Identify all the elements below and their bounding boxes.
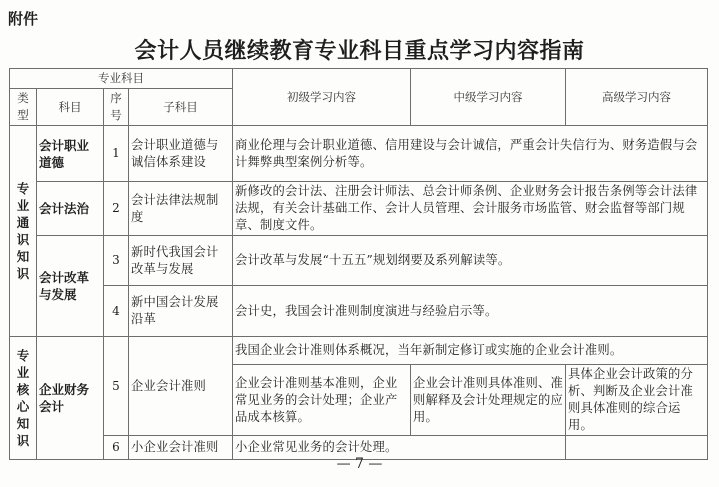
senior-content-cell: 具体企业会计政策的分析、判断及企业会计准则具体准则的综合运用。 [566,365,708,436]
sub-subject-cell: 企业会计准则 [129,337,233,436]
table-row [10,236,708,286]
seq-cell: 6 [104,436,129,460]
header-seq: 序号 [104,89,129,126]
header-intermediate: 中级学习内容 [411,69,566,126]
content-cell: 会计史，我国会计准则制度演进与经验启示等。 [233,286,708,337]
subject-cell: 会计职业道德 [37,126,104,182]
subject-cell: 会计法治 [37,182,104,236]
table-row [10,126,708,182]
sub-subject-cell: 会计职业道德与诚信体系建设 [129,126,233,182]
content-cell: 小企业常见业务的会计处理。 [233,436,566,460]
sub-subject-cell: 新中国会计发展沿革 [129,286,233,337]
study-guide-table [9,68,708,460]
subject-cell: 会计改革与发展 [37,236,104,337]
header-sub-subject: 子科目 [129,89,233,126]
seq-cell: 5 [104,337,129,436]
content-cell: 商业伦理与会计职业道德、信用建设与会计诚信，严重会计失信行为、财务造假与会计舞弊典型案例分析等。 [233,126,708,182]
sub-subject-cell: 会计法律法规制度 [129,182,233,236]
page-number: — 7 — [336,456,383,472]
seq-cell: 2 [104,182,129,236]
type-cell: 专业通识知识 [10,126,37,337]
header-subject: 科目 [37,89,104,126]
sub-subject-cell: 小企业会计准则 [129,436,233,460]
header-group-subjects: 专业科目 [10,69,233,89]
subject-cell: 企业财务会计 [37,337,104,460]
content-cell: 我国企业会计准则体系概况，当年新制定修订或实施的企业会计准则。 [233,337,708,365]
document-title: 会计人员继续教育专业科目重点学习内容指南 [134,38,585,64]
seq-cell: 1 [104,126,129,182]
sub-subject-cell: 新时代我国会计改革与发展 [129,236,233,286]
content-cell: 会计改革与发展“十五五”规划纲要及系列解读等。 [233,236,708,286]
attachment-label: 附件 [8,10,39,28]
table-row [10,182,708,236]
header-type: 类型 [10,89,37,126]
seq-cell: 3 [104,236,129,286]
type-cell: 专业核心知识 [10,337,37,460]
header-junior: 初级学习内容 [233,69,411,126]
table-row [10,286,708,337]
junior-content-cell: 企业会计准则基本准则，企业常见业务的会计处理；企业产品成本核算。 [233,365,411,436]
header-senior: 高级学习内容 [566,69,708,126]
content-cell: 新修改的会计法、注册会计师法、总会计师条例、企业财务会计报告条例等会计法律法规，有关会计基础工作、会计人员管理、会计服务市场监管、财会监督等部门规章、制度文件。 [233,182,708,236]
table-row [10,337,708,365]
intermediate-content-cell: 企业会计准则具体准则、准则解释及会计处理规定的应用。 [411,365,566,436]
seq-cell: 4 [104,286,129,337]
